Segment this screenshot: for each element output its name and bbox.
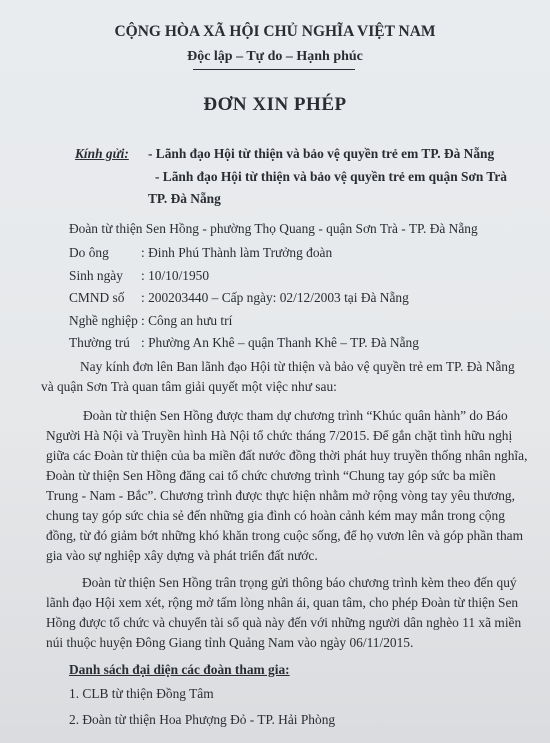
paragraph-line: Trung - Nam - Bắc”. Chương trình được thực hiện nhằm mở rộng vòng tay yêu thương,	[46, 488, 515, 503]
paragraph-line: Đoàn từ thiện Sen Hồng đăng cai tổ chức chương trình “Chung tay góp sức ba miền	[46, 468, 496, 483]
field-label: Do ông	[69, 245, 109, 260]
paragraph-line: đồng, từ đó giảm bớt những khó khăn trong cuộc sống, để họ vươn lên và góp phần tham	[46, 528, 524, 543]
republic-heading: CỘNG HÒA XÃ HỘI CHỦ NGHĨA VIỆT NAM	[114, 23, 436, 40]
paragraph-line: lãnh đạo Hội xem xét, rộng mở tấm lòng nhân ái, quan tâm, cho phép Đoàn từ thiện Sen	[46, 595, 519, 610]
paragraph-line: Hồng được tổ chức và chuyển tài sổ quà này đến với những người dân nghèo 11 xã miền	[46, 615, 522, 630]
paragraph-line: Đoàn từ thiện Sen Hồng được tham dự chương trình “Khúc quân hành” do Báo	[83, 408, 508, 423]
paragraph-line: giữa các Đoàn từ thiện của ba miền đất nước đồng thời phát huy truyền thống nhân nghĩa,	[46, 448, 528, 463]
field-label: Thường trú	[69, 335, 130, 350]
paragraph-line: Đoàn từ thiện Sen Hồng trân trọng gửi thông báo chương trình kèm theo đến quý	[82, 575, 517, 590]
paragraph-line: Người Hà Nội và Truyền hình Hà Nội tổ chức tháng 7/2015. Để gắn chặt tình hữu nghị	[46, 428, 513, 443]
org-line: Đoàn từ thiện Sen Hồng - phường Thọ Quang - quận Sơn Trà - TP. Đà Nẵng	[69, 221, 478, 236]
paragraph-line: và quận Sơn Trà quan tâm giải quyết một việc như sau:	[41, 379, 337, 394]
field-label: Sinh ngày	[69, 268, 123, 283]
paragraph-line: núi thuộc huyện Đông Giang tỉnh Quảng Nam vào ngày 06/11/2015.	[46, 635, 414, 650]
list-item: 1. CLB từ thiện Đồng Tâm	[69, 686, 214, 701]
recipient-label	[75, 146, 129, 162]
field-value: : Phường An Khê – quận Thanh Khê – TP. Đà Nẵng	[141, 335, 419, 350]
list-title: Danh sách đại diện các đoàn tham gia:	[69, 662, 290, 677]
document-title: ĐƠN XIN PHÉP	[203, 94, 347, 115]
field-value: : Công an hưu trí	[141, 313, 233, 328]
paragraph-line: gia vào sự nghiệp xây dựng và phát triển đất nước.	[46, 548, 318, 563]
field-value: : Đinh Phú Thành làm Trưởng đoàn	[141, 245, 333, 260]
field-value: : 10/10/1950	[141, 268, 210, 283]
field-label: Nghề nghiệp	[69, 313, 138, 328]
recipient-label-text: Kính gửi:	[75, 146, 129, 161]
motto-heading: Độc lập – Tự do – Hạnh phúc	[187, 49, 363, 64]
paragraph-line: chung tay góp sức chia sẻ đến những gia đình có hoàn cảnh kém may mắn trong cộng	[46, 508, 505, 523]
list-item: 2. Đoàn từ thiện Hoa Phượng Đỏ - TP. Hải Phòng	[69, 712, 336, 727]
motto-underline	[193, 69, 355, 70]
recipient-line-1: - Lãnh đạo Hội từ thiện và bảo vệ quyền trẻ em TP. Đà Nẵng	[148, 146, 495, 161]
field-label: CMND số	[69, 290, 125, 305]
recipient-line-3: TP. Đà Nẵng	[148, 191, 221, 206]
field-value: : 200203440 – Cấp ngày: 02/12/2003 tại Đà Nẵng	[141, 290, 409, 305]
paragraph-line: Nay kính đơn lên Ban lãnh đạo Hội từ thiện và bảo vệ quyền trẻ em TP. Đà Nẵng	[80, 359, 515, 374]
recipient-line-2: - Lãnh đạo Hội từ thiện và bảo vệ quyền trẻ em quận Sơn Trà	[155, 169, 508, 184]
